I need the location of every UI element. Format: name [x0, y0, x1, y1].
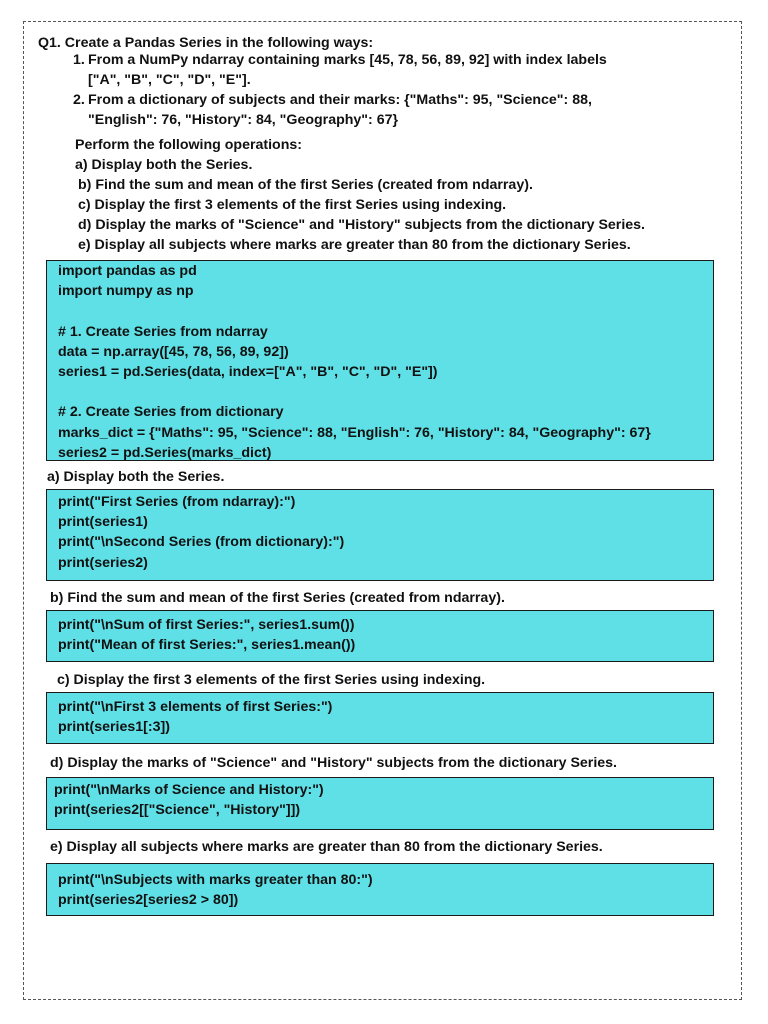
item-1-number: 1.: [73, 52, 85, 68]
code-line: series2 = pd.Series(marks_dict): [58, 444, 272, 461]
section-label-d: d) Display the marks of "Science" and "History" subjects from the dictionary Series.: [50, 755, 617, 771]
code-line: import numpy as np: [58, 283, 194, 300]
section-label-b: b) Find the sum and mean of the first Series (created from ndarray).: [50, 590, 505, 606]
operation-c: c) Display the first 3 elements of the first Series using indexing.: [78, 197, 507, 213]
code-line: print("\nSum of first Series:", series1.sum()): [58, 617, 355, 633]
code-line: [58, 382, 713, 402]
code-block-e: [46, 863, 714, 916]
code-line: print(series1[:3]): [58, 719, 170, 736]
code-line: print("\nFirst 3 elements of first Series:"): [58, 699, 333, 715]
code-line: print(series2): [58, 554, 148, 571]
code-line: print("\nSecond Series (from dictionary):"): [58, 534, 345, 551]
code-line: print("\nMarks of Science and History:"): [54, 782, 324, 798]
code-line: [58, 301, 713, 321]
code-line: print(series2[["Science", "History"]]): [54, 802, 301, 819]
code-line: data = np.array([45, 78, 56, 89, 92]): [58, 343, 289, 360]
item-2-line2: "English": 76, "History": 84, "Geography": 67}: [88, 112, 398, 128]
code-line: print(series2[series2 > 80]): [58, 892, 239, 909]
item-1-line2: ["A", "B", "C", "D", "E"].: [88, 72, 251, 88]
code-line: print("Mean of first Series:", series1.mean()): [58, 637, 356, 654]
question-title: Q1. Create a Pandas Series in the following ways:: [38, 35, 374, 51]
code-line: series1 = pd.Series(data, index=["A", "B", "C", "D", "E"]): [58, 364, 438, 380]
code-line: # 2. Create Series from dictionary: [58, 404, 284, 421]
operation-e: e) Display all subjects where marks are greater than 80 from the dictionary Series.: [78, 237, 631, 253]
code-line: print("\nSubjects with marks greater than 80:"): [58, 872, 373, 888]
code-block-a: [46, 489, 714, 581]
code-line: # 1. Create Series from ndarray: [58, 323, 268, 340]
section-label-e: e) Display all subjects where marks are greater than 80 from the dictionary Series.: [50, 839, 603, 855]
operations-heading: Perform the following operations:: [75, 137, 303, 153]
item-1-line1: From a NumPy ndarray containing marks [45, 78, 56, 89, 92] with index labels: [88, 52, 607, 68]
section-label-a: a) Display both the Series.: [47, 469, 225, 485]
operation-d: d) Display the marks of "Science" and "History" subjects from the dictionary Series.: [78, 217, 645, 233]
code-line: print("First Series (from ndarray):"): [58, 494, 296, 510]
code-block-b: [46, 610, 714, 662]
code-block-c: [46, 692, 714, 744]
operation-b: b) Find the sum and mean of the first Series (created from ndarray).: [78, 177, 533, 193]
code-line: import pandas as pd: [58, 263, 197, 279]
code-line: marks_dict = {"Maths": 95, "Science": 88, "English": 76, "History": 84, "Geography": 67}: [58, 424, 651, 441]
code-line: print(series1): [58, 514, 148, 531]
section-label-c: c) Display the first 3 elements of the first Series using indexing.: [57, 672, 486, 688]
code-block-setup: [46, 260, 714, 461]
code-block-d: [46, 777, 714, 830]
item-2-number: 2.: [73, 92, 85, 108]
item-2-line1: From a dictionary of subjects and their marks: {"Maths": 95, "Science": 88,: [88, 92, 592, 108]
operation-a: a) Display both the Series.: [75, 157, 253, 173]
